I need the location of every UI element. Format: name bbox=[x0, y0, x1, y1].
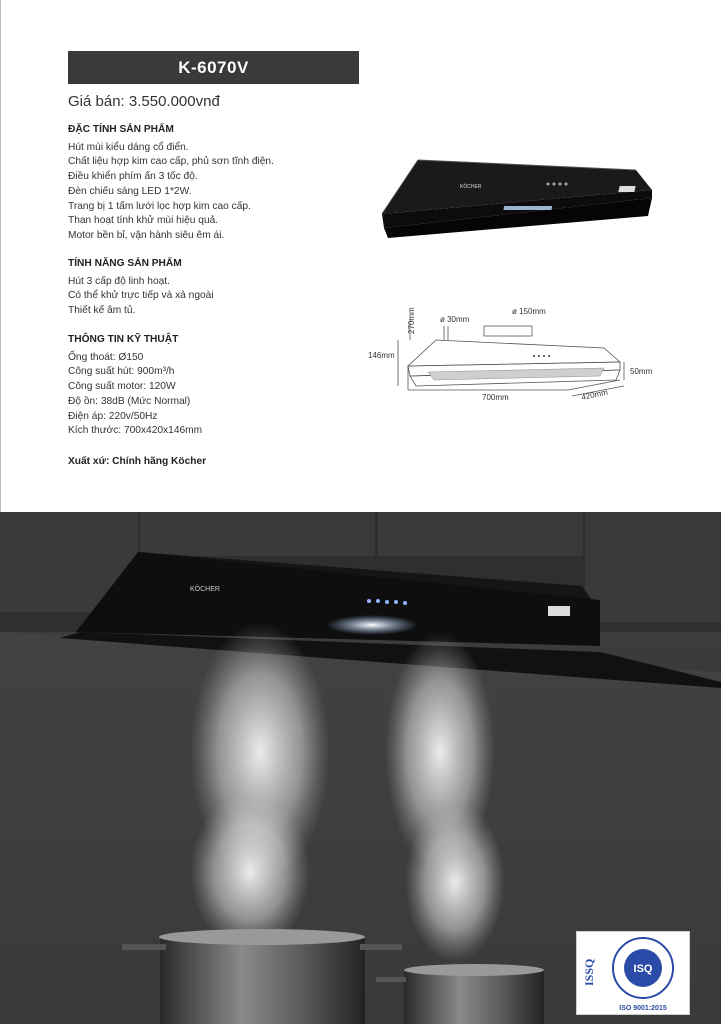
page-border bbox=[0, 0, 1, 512]
cert-standard: ISO 9001:2015 bbox=[619, 1005, 667, 1012]
dim-height-146: 146mm bbox=[368, 351, 395, 360]
dim-depth-420: 420mm bbox=[580, 387, 609, 402]
list-item: Điều khiển phím ấn 3 tốc độ. bbox=[68, 171, 198, 183]
origin-text: Xuất xứ: Chính hãng Köcher bbox=[68, 456, 207, 467]
list-item: Hút mùi kiểu dáng cổ điển. bbox=[68, 141, 189, 153]
list-item: Đèn chiếu sáng LED 1*2W. bbox=[68, 185, 192, 197]
functions-heading: TÍNH NĂNG SẢN PHẨM bbox=[68, 258, 182, 269]
scene-brand-label: KÖCHER bbox=[190, 586, 220, 593]
list-item: Công suất motor: 120W bbox=[68, 381, 176, 393]
iso-certificate-badge bbox=[576, 931, 690, 1015]
dim-width-700: 700mm bbox=[482, 393, 509, 402]
list-item: Than hoạt tính khử mùi hiệu quả. bbox=[68, 215, 219, 227]
list-item: Điện áp: 220v/50Hz bbox=[68, 410, 158, 422]
hood-brand-label: KÖCHER bbox=[460, 184, 482, 190]
dimension-diagram bbox=[368, 300, 664, 418]
functions-list bbox=[68, 275, 214, 319]
list-item: Chất liệu hợp kim cao cấp, phủ sơn tĩnh điện. bbox=[68, 156, 274, 168]
model-title-bar bbox=[68, 51, 359, 84]
specs-heading: THÔNG TIN KỸ THUẬT bbox=[68, 334, 179, 345]
dim-outlet-150: ø 150mm bbox=[512, 307, 546, 316]
list-item: Có thể khử trực tiếp và xả ngoài bbox=[68, 290, 214, 302]
list-item: Trang bị 1 tấm lưới lọc hợp kim cao cấp. bbox=[68, 200, 251, 212]
functions-section bbox=[68, 257, 214, 319]
list-item: Kích thước: 700x420x146mm bbox=[68, 425, 203, 437]
range-hood-photo bbox=[378, 156, 656, 240]
list-item: Độ ồn: 38dB (Mức Normal) bbox=[68, 395, 191, 407]
list-item: Ống thoát: Ø150 bbox=[68, 351, 144, 363]
features-list bbox=[68, 141, 274, 244]
specs-section bbox=[68, 333, 202, 439]
dim-height-50: 50mm bbox=[630, 367, 653, 376]
specs-list bbox=[68, 351, 202, 439]
dim-outlet-30: ø 30mm bbox=[440, 315, 470, 324]
model-name: K-6070V bbox=[178, 57, 249, 77]
list-item: Công suất hút: 900m³/h bbox=[68, 366, 175, 378]
dim-height-270: 270mm bbox=[407, 307, 416, 334]
list-item: Hút 3 cấp độ linh hoạt. bbox=[68, 275, 170, 287]
features-heading: ĐẶC TÍNH SẢN PHẨM bbox=[68, 124, 174, 135]
list-item: Thiết kế âm tủ. bbox=[68, 305, 136, 317]
features-section bbox=[68, 123, 274, 244]
price-text: Giá bán: 3.550.000vnđ bbox=[68, 93, 220, 110]
list-item: Motor bền bỉ, vận hành siêu êm ái. bbox=[68, 229, 225, 241]
cert-logo-text: ISQ bbox=[633, 963, 653, 975]
cert-side-text: ISSQ bbox=[582, 958, 596, 986]
